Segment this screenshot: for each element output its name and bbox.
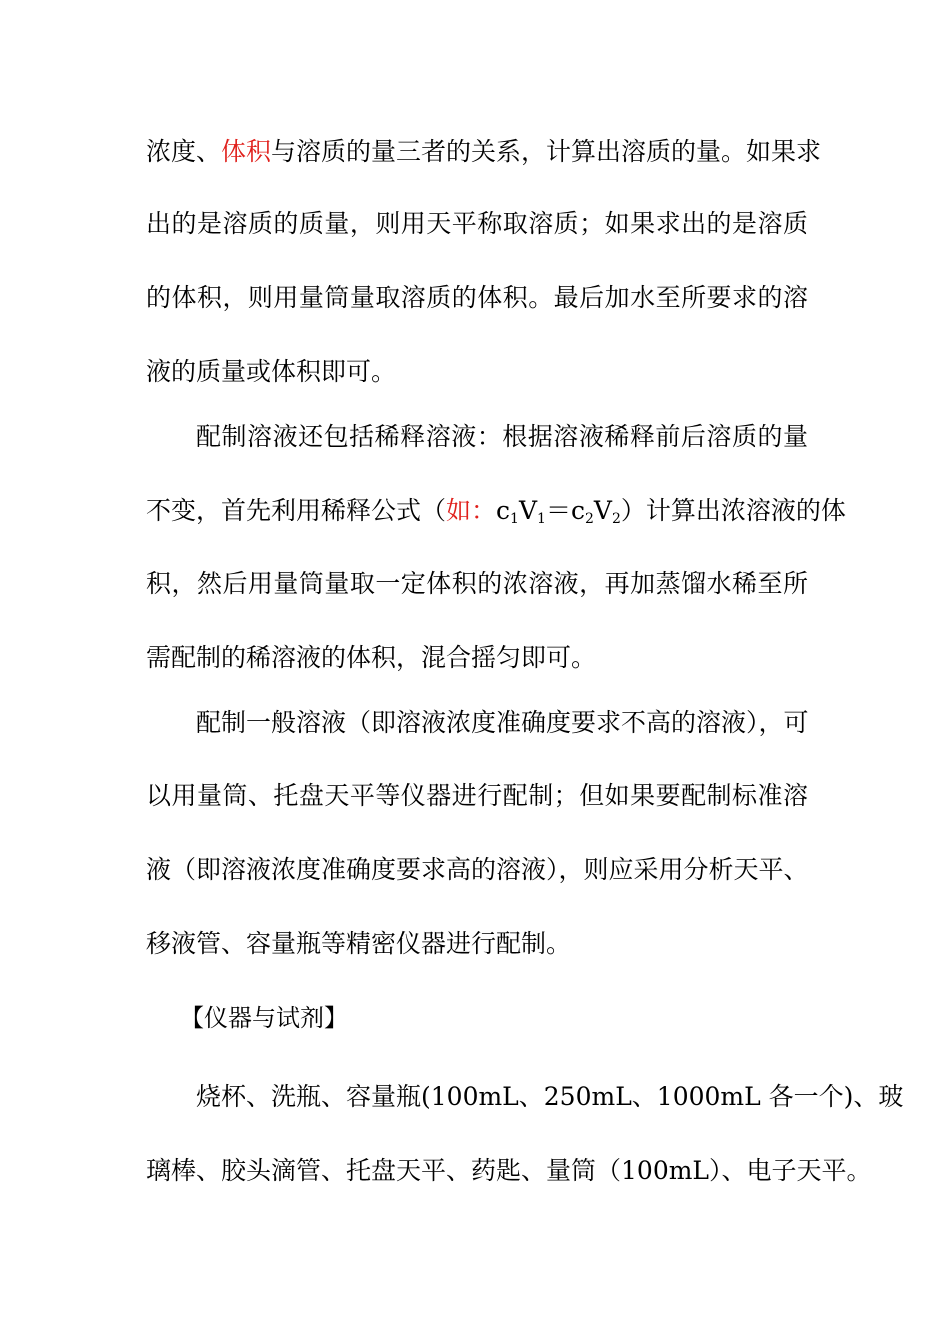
- paragraph-4-line-1: 烧杯、洗瓶、容量瓶(100mL、250mL、1000mL 各一个)、玻: [196, 1082, 904, 1111]
- formula-subscript: 2: [611, 511, 621, 527]
- paragraph-1-line-2: 出的是溶质的质量，则用天平称取溶质；如果求出的是溶质: [146, 209, 808, 238]
- text-run: 与溶质的量三者的关系，计算出溶质的量。如果求: [271, 137, 822, 166]
- text-run: ）计算出浓溶液的体: [620, 496, 846, 525]
- paragraph-3-line-3: 液（即溶液浓度准确度要求高的溶液），则应采用分析天平、: [146, 855, 809, 884]
- highlighted-term: 体积: [221, 137, 272, 166]
- paragraph-2-line-4: 需配制的稀溶液的体积，混合摇匀即可。: [146, 643, 597, 672]
- section-heading: 【仪器与试剂】: [180, 1004, 348, 1032]
- text-run: 不变，首先利用稀释公式（: [146, 496, 447, 525]
- formula-symbol: c: [496, 496, 511, 525]
- paragraph-4-line-2: 璃棒、胶头滴管、托盘天平、药匙、量筒（100mL）、电子天平。: [146, 1156, 872, 1185]
- text-run: 浓度、: [146, 137, 222, 166]
- formula-subscript: 1: [537, 511, 546, 527]
- paragraph-3-line-1: 配制一般溶液（即溶液浓度准确度要求不高的溶液），可: [196, 708, 809, 737]
- formula-subscript: 1: [510, 511, 519, 527]
- formula-symbol: c: [570, 496, 585, 525]
- paragraph-1-line-4: 液的质量或体积即可。: [146, 357, 397, 386]
- paragraph-3-line-2: 以用量筒、托盘天平等仪器进行配制；但如果要配制标准溶: [146, 781, 808, 810]
- formula-symbol: V: [518, 496, 538, 525]
- paragraph-2-line-1: 配制溶液还包括稀释溶液：根据溶液稀释前后溶质的量: [196, 422, 808, 451]
- highlighted-term: 如：: [446, 496, 497, 525]
- paragraph-1-line-3: 的体积，则用量筒量取溶质的体积。最后加水至所要求的溶: [146, 283, 808, 312]
- formula-symbol: V: [593, 496, 612, 525]
- formula-subscript: 2: [584, 511, 594, 527]
- paragraph-2-line-2: [146, 495, 846, 527]
- dilution-formula: [496, 496, 621, 525]
- paragraph-1-line-1: [146, 136, 822, 168]
- paragraph-2-line-3: 积，然后用量筒量取一定体积的浓溶液，再加蒸馏水稀至所: [146, 569, 808, 598]
- paragraph-3-line-4: 移液管、容量瓶等精密仪器进行配制。: [146, 929, 572, 958]
- formula-equals: ＝: [545, 496, 571, 525]
